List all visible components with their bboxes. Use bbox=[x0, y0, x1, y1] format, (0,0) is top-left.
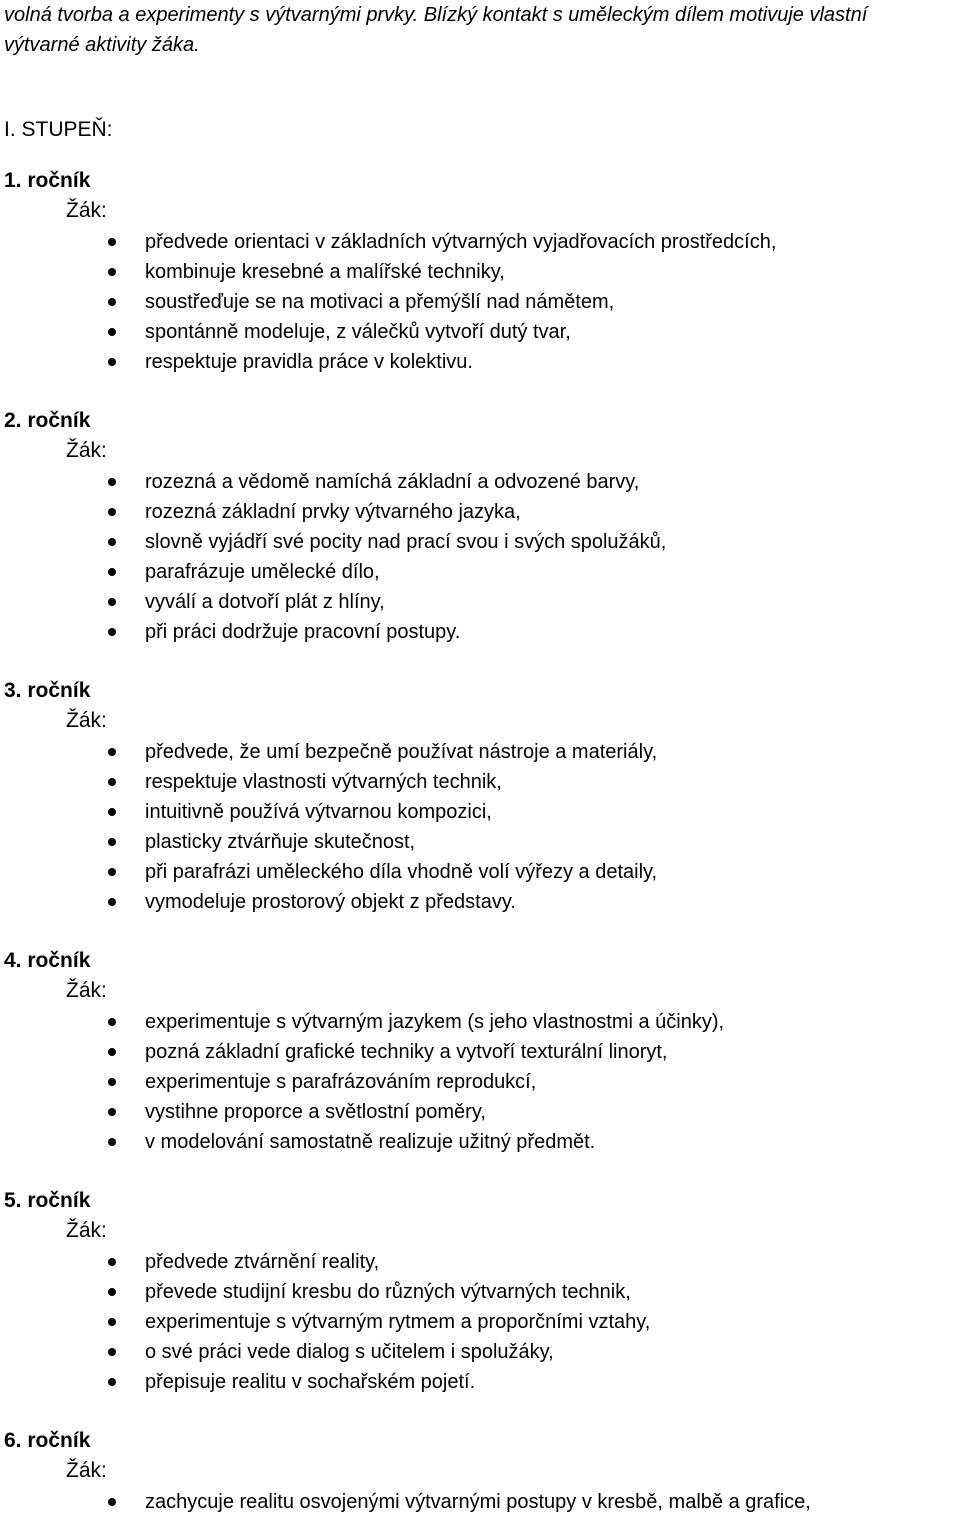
list-item-text: pozná základní grafické techniky a vytvoří texturální linoryt, bbox=[145, 1041, 668, 1063]
bullet-icon bbox=[108, 868, 116, 876]
grade-heading-4: 4. ročník bbox=[4, 949, 91, 972]
bullet-icon bbox=[108, 838, 116, 846]
grade-heading-2: 2. ročník bbox=[4, 409, 91, 432]
bullet-icon bbox=[108, 238, 116, 246]
student-label-1: Žák: bbox=[66, 199, 107, 222]
list-item-text: parafrázuje umělecké dílo, bbox=[145, 561, 380, 583]
list-item-text: respektuje pravidla práce v kolektivu. bbox=[145, 351, 473, 373]
list-item-text: spontánně modeluje, z válečků vytvoří dutý tvar, bbox=[145, 321, 571, 343]
bullet-icon bbox=[108, 268, 116, 276]
student-label-2: Žák: bbox=[66, 439, 107, 462]
list-item-text: experimentuje s výtvarným jazykem (s jeho vlastnostmi a účinky), bbox=[145, 1011, 725, 1033]
list-item-text: slovně vyjádří své pocity nad prací svou i svých spolužáků, bbox=[145, 531, 667, 553]
list-item-text: vyválí a dotvoří plát z hlíny, bbox=[145, 591, 385, 613]
bullet-icon bbox=[108, 1018, 116, 1026]
bullet-icon bbox=[108, 1378, 116, 1386]
bullet-icon bbox=[108, 808, 116, 816]
grade-heading-5: 5. ročník bbox=[4, 1189, 91, 1212]
student-label-5: Žák: bbox=[66, 1219, 107, 1242]
list-item-text: vystihne proporce a světlostní poměry, bbox=[145, 1101, 486, 1123]
bullet-icon bbox=[108, 1498, 116, 1506]
intro-line-1: volná tvorba a experimenty s výtvarnými prvky. Blízký kontakt s uměleckým dílem motivuje vlastní bbox=[4, 4, 868, 26]
bullet-icon bbox=[108, 1258, 116, 1266]
list-item-text: experimentuje s výtvarným rytmem a proporčními vztahy, bbox=[145, 1311, 651, 1333]
bullet-icon bbox=[108, 1138, 116, 1146]
list-item-text: respektuje vlastnosti výtvarných technik, bbox=[145, 771, 502, 793]
grade-heading-3: 3. ročník bbox=[4, 679, 91, 702]
list-item-text: předvede, že umí bezpečně používat nástroje a materiály, bbox=[145, 741, 658, 763]
stage-heading: I. STUPEŇ: bbox=[4, 118, 113, 141]
bullet-icon bbox=[108, 628, 116, 636]
intro-line-2: výtvarné aktivity žáka. bbox=[4, 34, 200, 56]
bullet-icon bbox=[108, 1078, 116, 1086]
list-item-text: v modelování samostatně realizuje užitný předmět. bbox=[145, 1131, 596, 1153]
list-item-text: soustřeďuje se na motivaci a přemýšlí nad námětem, bbox=[145, 291, 615, 313]
list-item-text: experimentuje s parafrázováním reprodukcí, bbox=[145, 1071, 537, 1093]
list-item-text: při práci dodržuje pracovní postupy. bbox=[145, 621, 461, 643]
bullet-icon bbox=[108, 358, 116, 366]
list-item-text: předvede ztvárnění reality, bbox=[145, 1251, 380, 1273]
list-item-text: rozezná a vědomě namíchá základní a odvozené barvy, bbox=[145, 471, 640, 493]
list-item-text: převede studijní kresbu do různých výtvarných technik, bbox=[145, 1281, 631, 1303]
grade-heading-1: 1. ročník bbox=[4, 169, 91, 192]
student-label-3: Žák: bbox=[66, 709, 107, 732]
list-item-text: kombinuje kresebné a malířské techniky, bbox=[145, 261, 505, 283]
bullet-icon bbox=[108, 1048, 116, 1056]
bullet-icon bbox=[108, 538, 116, 546]
bullet-icon bbox=[108, 508, 116, 516]
list-item-text: plasticky ztvárňuje skutečnost, bbox=[145, 831, 416, 853]
list-item-text: při parafrázi uměleckého díla vhodně volí výřezy a detaily, bbox=[145, 861, 658, 883]
bullet-icon bbox=[108, 1288, 116, 1296]
intro-paragraph bbox=[4, 0, 954, 60]
bullet-icon bbox=[108, 778, 116, 786]
bullet-icon bbox=[108, 298, 116, 306]
bullet-icon bbox=[108, 748, 116, 756]
bullet-icon bbox=[108, 1348, 116, 1356]
list-item-text: rozezná základní prvky výtvarného jazyka, bbox=[145, 501, 521, 523]
list-item-text: zachycuje realitu osvojenými výtvarnými postupy v kresbě, malbě a grafice, bbox=[145, 1491, 811, 1513]
student-label-4: Žák: bbox=[66, 979, 107, 1002]
bullet-icon bbox=[108, 898, 116, 906]
bullet-icon bbox=[108, 1108, 116, 1116]
list-item-text: intuitivně používá výtvarnou kompozici, bbox=[145, 801, 492, 823]
list-item-text: o své práci vede dialog s učitelem i spolužáky, bbox=[145, 1341, 554, 1363]
bullet-icon bbox=[108, 478, 116, 486]
grade-heading-6: 6. ročník bbox=[4, 1429, 91, 1452]
bullet-icon bbox=[108, 328, 116, 336]
list-item-text: předvede orientaci v základních výtvarných vyjadřovacích prostředcích, bbox=[145, 231, 777, 253]
list-item-text: vymodeluje prostorový objekt z představy. bbox=[145, 891, 516, 913]
student-label-6: Žák: bbox=[66, 1459, 107, 1482]
list-item-text: přepisuje realitu v sochařském pojetí. bbox=[145, 1371, 476, 1393]
bullet-icon bbox=[108, 568, 116, 576]
bullet-icon bbox=[108, 598, 116, 606]
bullet-icon bbox=[108, 1318, 116, 1326]
